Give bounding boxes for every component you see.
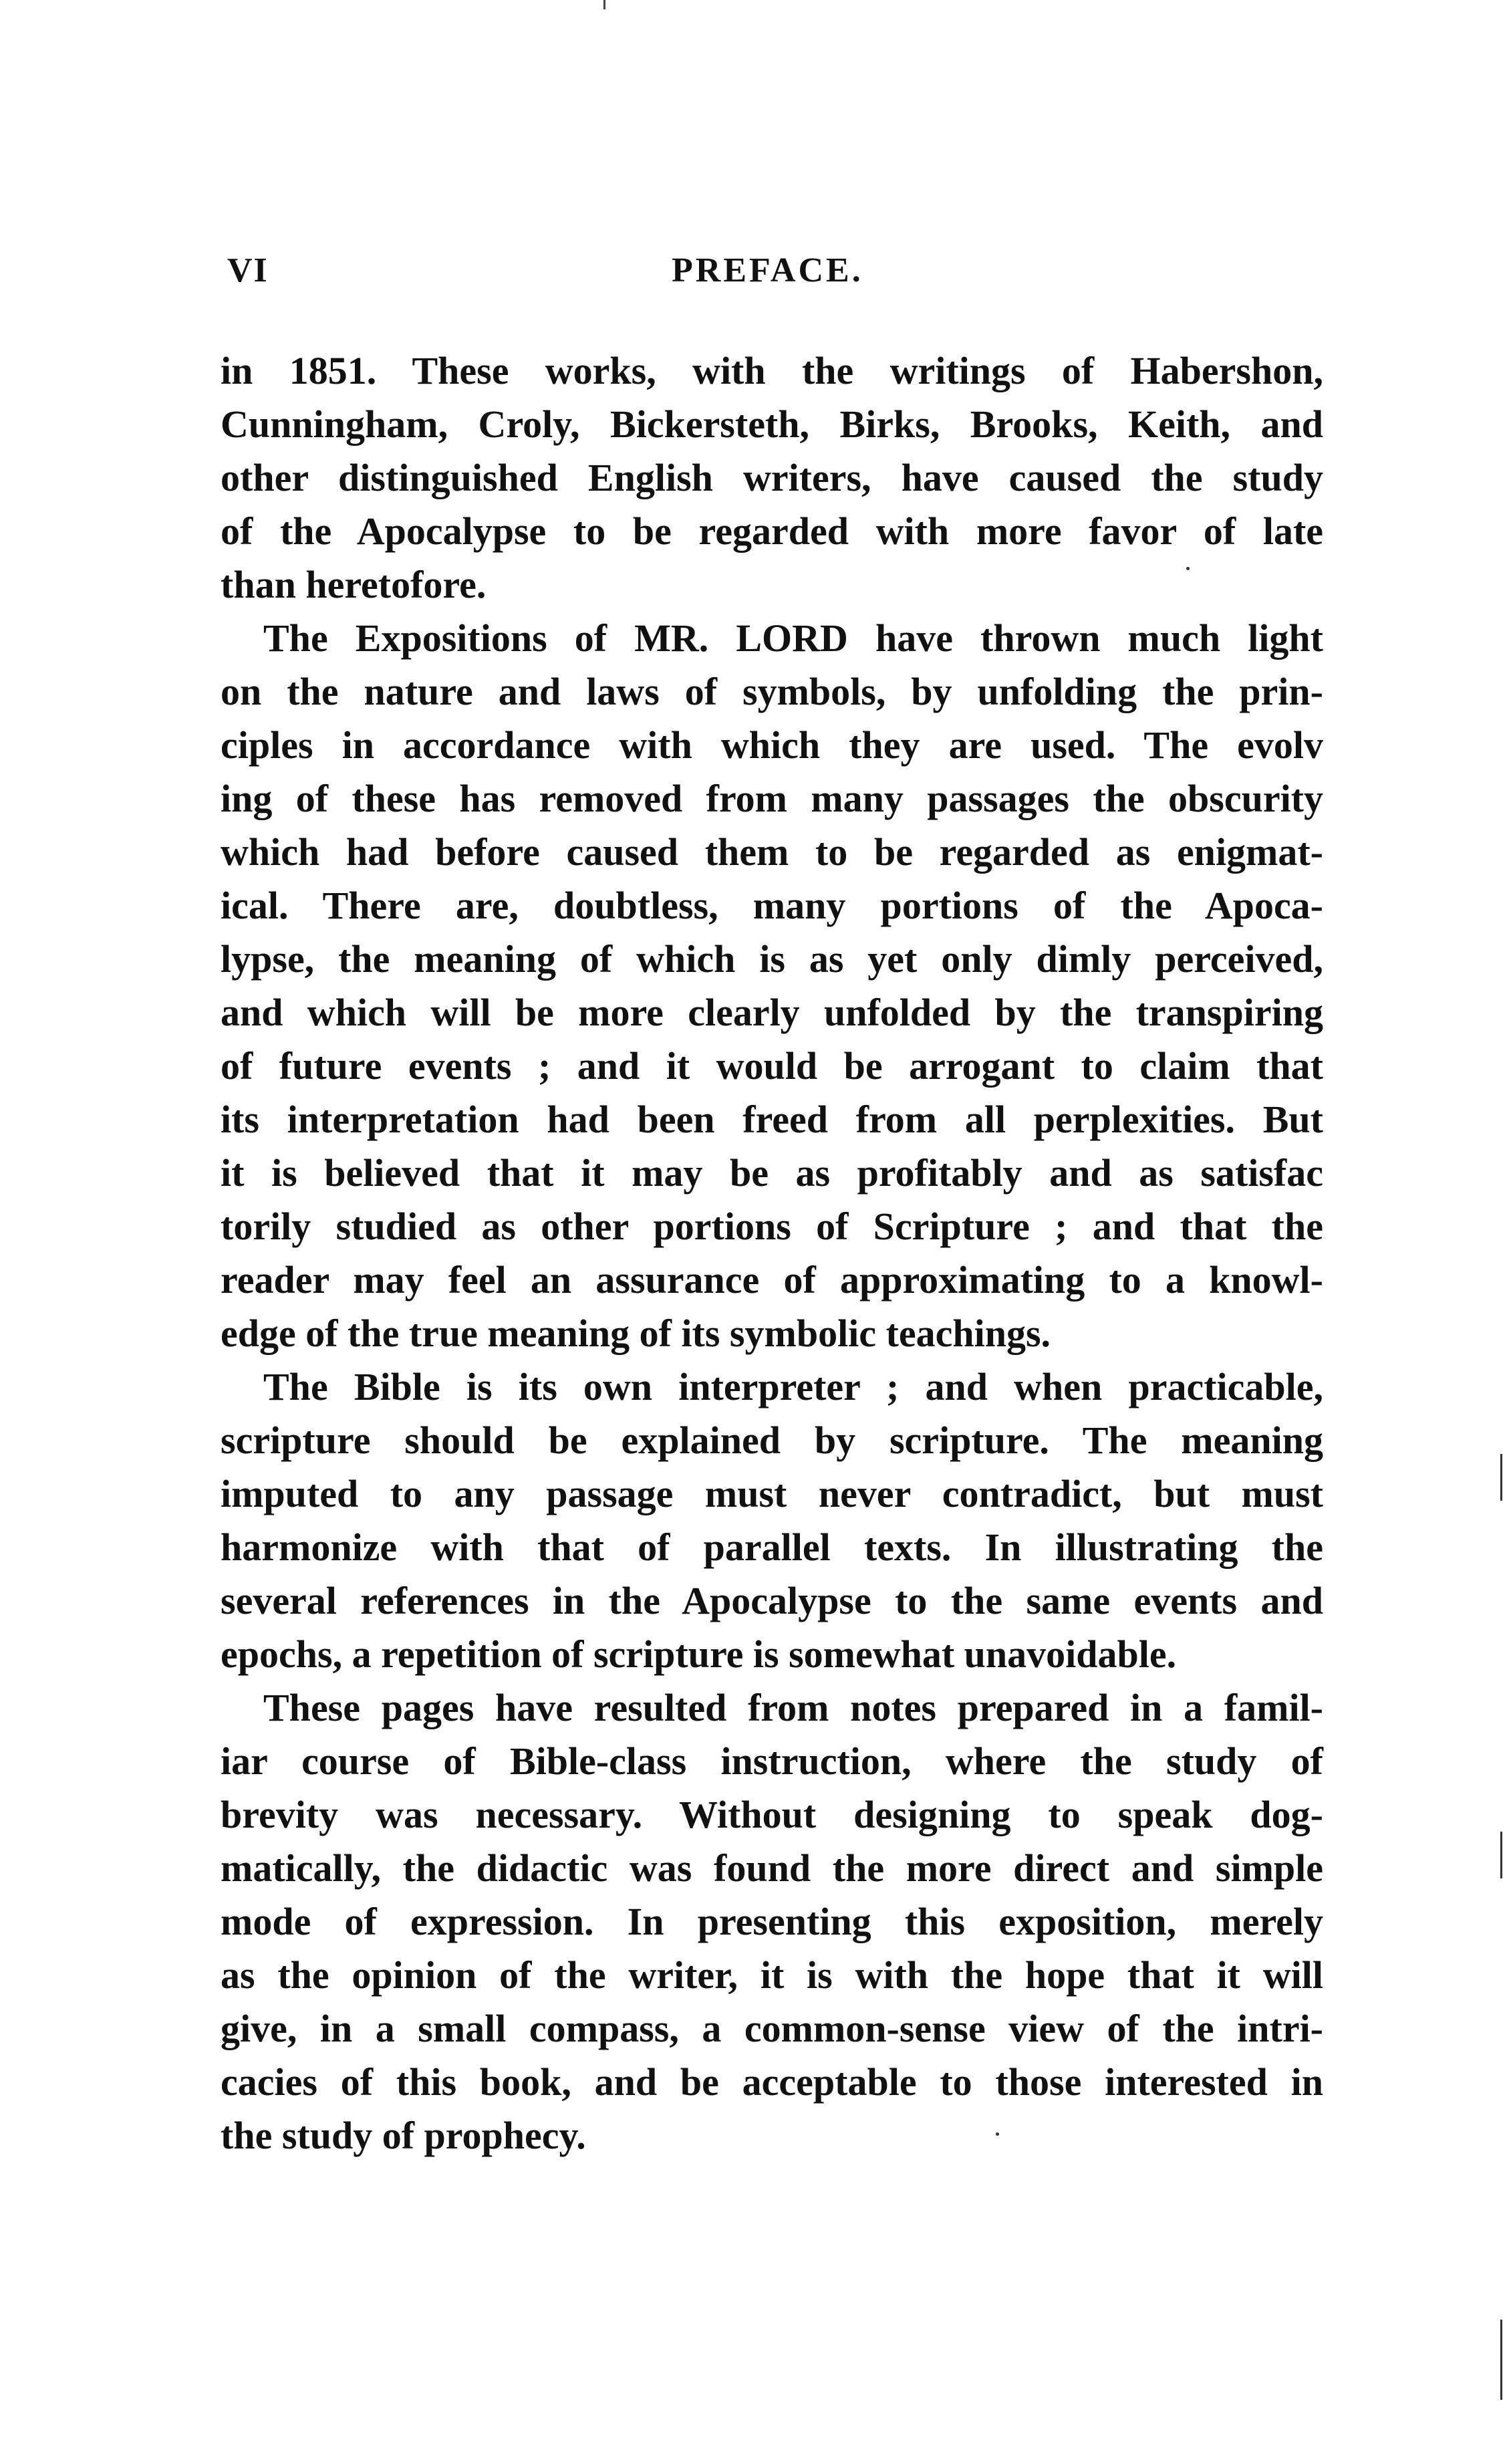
text-line: brevity was necessary. Without designing to speak dog- (221, 1793, 1323, 1836)
text-line: iar course of Bible-class instruction, where the study of (221, 1739, 1323, 1783)
text-line: and which will be more clearly unfolded by the transpiring (221, 991, 1323, 1034)
text-line: Cunningham, Croly, Bickersteth, Birks, Brooks, Keith, and (221, 402, 1323, 446)
text-line: reader may feel an assurance of approximating to a knowl- (221, 1258, 1323, 1302)
page-number: VI (227, 251, 269, 289)
text-line: cacies of this book, and be acceptable to those interested in (221, 2060, 1323, 2104)
text-line: the study of prophecy. (221, 2114, 586, 2157)
text-line: of future events ; and it would be arrogant to claim that (221, 1044, 1323, 1088)
text-line: epochs, a repetition of scripture is somewhat unavoidable. (221, 1632, 1177, 1676)
text-line: several references in the Apocalypse to the same events and (221, 1579, 1323, 1622)
page-header (221, 251, 1323, 297)
text-line: imputed to any passage must never contradict, but must (221, 1472, 1323, 1515)
ink-speck (996, 2132, 999, 2136)
preface-text (221, 344, 1323, 2163)
text-line: other distinguished English writers, have caused the study (221, 456, 1323, 499)
text-line: give, in a small compass, a common-sense view of the intri- (221, 2007, 1323, 2050)
paragraph (221, 1360, 1323, 1681)
paragraph (221, 1681, 1323, 2163)
text-line: on the nature and laws of symbols, by unfolding the prin- (221, 670, 1323, 713)
text-line: ical. There are, doubtless, many portions of the Apoca- (221, 884, 1323, 927)
scan-margin-line (1500, 2320, 1502, 2400)
text-line: than heretofore. (221, 563, 487, 606)
text-line: as the opinion of the writer, it is with the hope that it will (221, 1953, 1323, 1997)
text-line: its interpretation had been freed from all perplexities. But (221, 1098, 1323, 1141)
text-line: lypse, the meaning of which is as yet only dimly perceived, (221, 937, 1323, 981)
text-line: scripture should be explained by scripture. The meaning (221, 1419, 1323, 1462)
text-line: it is believed that it may be as profitably and as satisfac (221, 1151, 1323, 1195)
text-line: ciples in accordance with which they are used. The evolv (221, 723, 1323, 767)
paragraph (221, 344, 1323, 612)
text-line: matically, the didactic was found the more direct and simple (221, 1846, 1323, 1890)
text-line: mode of expression. In presenting this exposition, merely (221, 1900, 1323, 1943)
ink-speck (1186, 567, 1190, 570)
running-title: PREFACE. (672, 251, 863, 289)
paragraph (221, 612, 1323, 1360)
text-line: in 1851. These works, with the writings of Habershon, (221, 349, 1323, 392)
text-line: ing of these has removed from many passages the obscurity (221, 777, 1323, 820)
text-line: harmonize with that of parallel texts. In illustrating the (221, 1525, 1323, 1569)
text-line: of the Apocalypse to be regarded with more favor of late (221, 509, 1323, 553)
scan-margin-line (1500, 1454, 1502, 1501)
text-line: which had before caused them to be regarded as enigmat- (221, 830, 1323, 874)
scan-margin-line (1500, 1832, 1502, 1878)
text-line: The Expositions of MR. LORD have thrown much light (263, 616, 1323, 660)
text-line: These pages have resulted from notes prepared in a famil- (263, 1686, 1323, 1729)
text-line: The Bible is its own interpreter ; and when practicable, (263, 1365, 1323, 1408)
scan-mark (603, 0, 605, 9)
text-line: torily studied as other portions of Scripture ; and that the (221, 1205, 1323, 1248)
text-line: edge of the true meaning of its symbolic teachings. (221, 1312, 1051, 1355)
